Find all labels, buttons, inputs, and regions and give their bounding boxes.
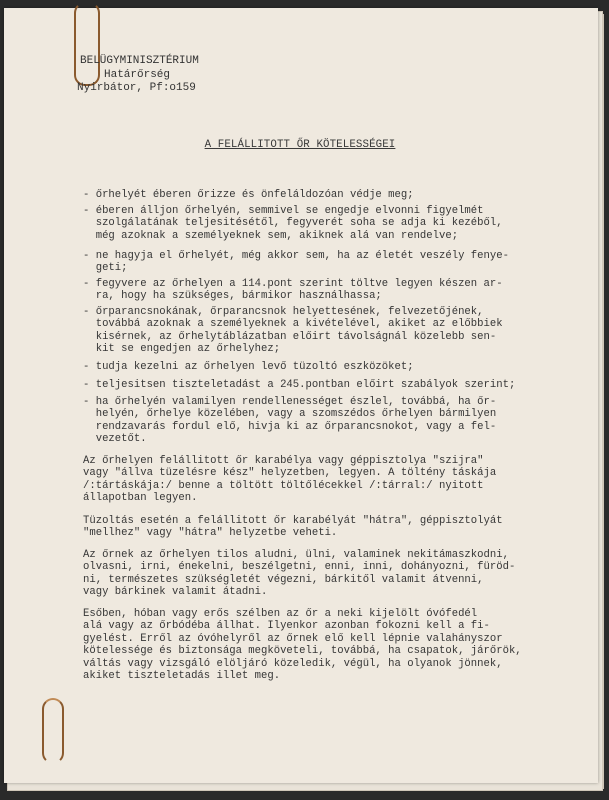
duty-item: - ne hagyja el őrhelyét, még akkor sem, ha az életét veszély fenye- geti;	[83, 250, 509, 275]
paragraph: Tüzoltás esetén a felállitott őr karabélyát "hátra", géppisztolyát "mellhez" vagy "hátra" helyzetbe veheti.	[83, 515, 503, 540]
duty-item: - ha őrhelyén valamilyen rendellenességet észlel, továbbá, ha őr- helyén, őrhelye közelében, vagy a szomszédos őrhelyen bármilyen rendzavarás fordul elő, hivja ki az őrparancsnokot, vagy a fel- vezetőt.	[83, 396, 497, 446]
duty-item: - őrparancsnokának, őrparancsnok helyettesének, felvezetőjének, továbbá azoknak a személyeknek a kivételével, akiket az előbbiek kisérnek, az őrhelytáblázatban előirt távolságnál közelebb sen- kit se engedjen az őrhelyhez;	[83, 306, 503, 356]
paragraph: Az őrnek az őrhelyen tilos aludni, ülni, valaminek nekitámaszkodni, olvasni, irni, énekelni, beszélgetni, enni, inni, dohányozni, füröd- ni, természetes szükségletét végezni, bárkitől valamit átvenni, vagy bárkinek valamit átadni.	[83, 549, 516, 599]
duty-item: - tudja kezelni az őrhelyen levő tüzoltó eszközöket;	[83, 361, 414, 373]
department-name: Határőrség	[104, 68, 171, 81]
address: Nyirbátor, Pf:o159	[77, 82, 196, 94]
duty-item: - teljesitsen tiszteletadást a 245.pontban előirt szabályok szerint;	[83, 379, 516, 391]
paper-clip-bottom	[42, 698, 64, 764]
document-title: A FELÁLLITOTT ŐR KÖTELESSÉGEI	[204, 139, 396, 151]
letterhead	[77, 55, 199, 96]
ministry-name: BELÜGYMINISZTÉRIUM	[80, 55, 199, 67]
duty-item: - fegyvere az őrhelyen a 114.pont szerint töltve legyen készen ar- ra, hogy ha szükséges, bármikor használhassa;	[83, 278, 503, 303]
paragraph: Az őrhelyen felállitott őr karabélya vagy géppisztolya "szijra" vagy "állva tüzelésre kész" helyzetben, legyen. A töltény táskája /:tártáskája:/ benne a töltött töltőlécekkel /:tárral:/ nyitott állapotban legyen.	[83, 455, 497, 505]
duty-item: - őrhelyét éberen őrizze és önfeláldozóan védje meg;	[83, 189, 414, 201]
duty-item: - éberen álljon őrhelyén, semmivel se engedje elvonni figyelmét szolgálatának teljesitésétől, fegyverét soha se adja ki kezéből, még azoknak a személyeknek sem, akiknek alá van rendelve;	[83, 205, 503, 242]
paragraph: Esőben, hóban vagy erős szélben az őr a neki kijelölt óvófedél alá vagy az őrbódéba állhat. Ilyenkor azonban fokozni kell a fi- gyelést. Erről az óvóhelyről az őrnek elő kell lépnie valahányszor kötelessége és biztonsága megköveteli, továbbá, ha csapatok, járőrök, váltás vagy vizsgáló elöljáró közeledik, végül, ha olyanok jönnek, akiket tiszteletadás illet meg.	[83, 608, 522, 683]
